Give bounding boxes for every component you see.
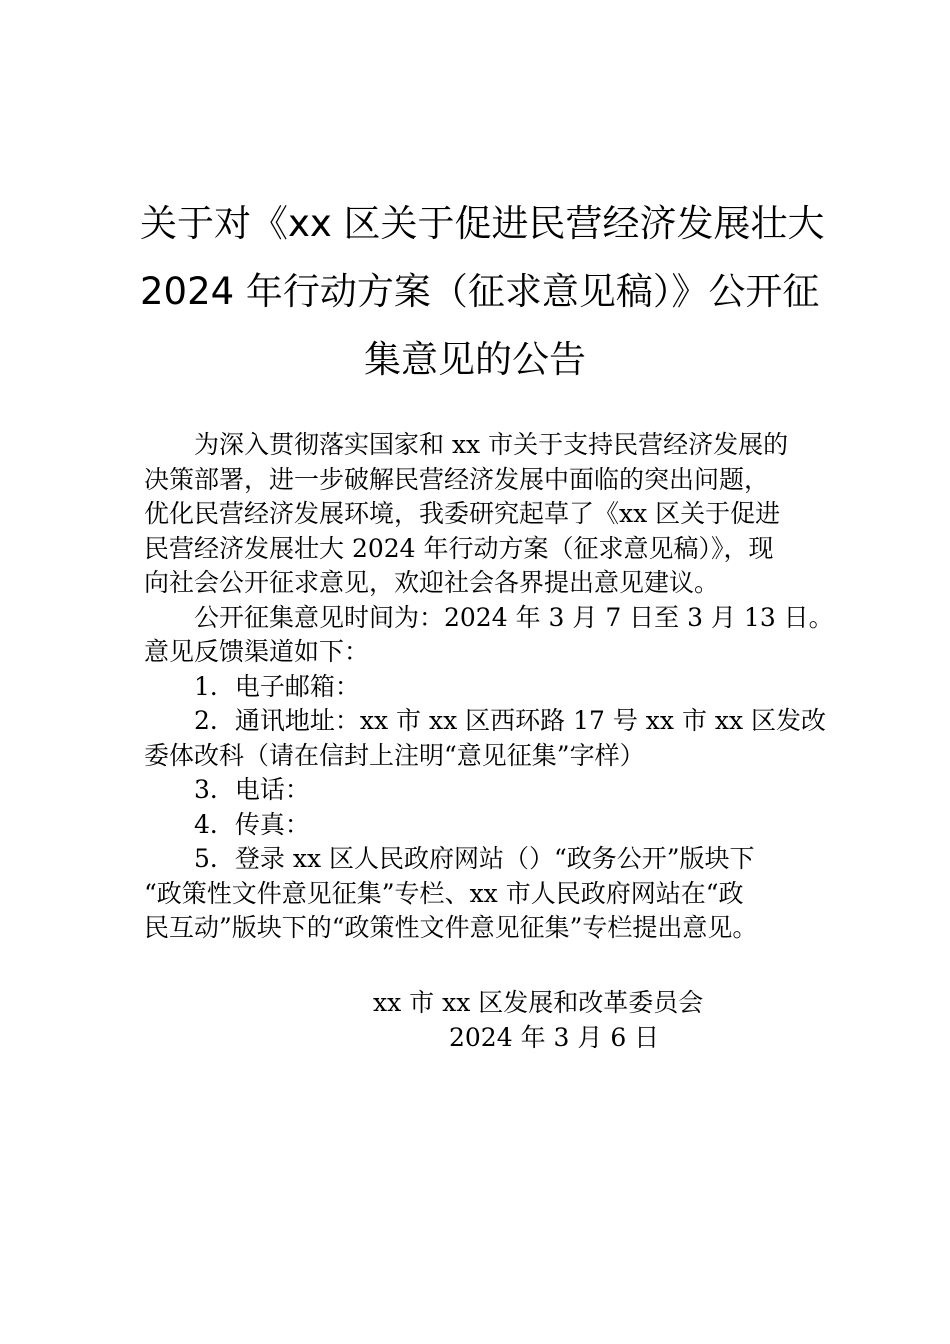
title-line: 关于对《xx 区关于促进民营经济发展壮大 — [140, 202, 825, 245]
text-line: 优化民营经济发展环境，我委研究起草了《xx 区关于促进 — [144, 499, 781, 528]
channel-item-address — [144, 704, 827, 773]
channel-item-email — [144, 670, 810, 705]
text-line: 委体改科（请在信封上注明“意见征集”字样） — [144, 740, 645, 770]
channel-item-website — [144, 842, 810, 946]
text-line: 民营经济发展壮大 2024 年行动方案（征求意见稿）》，现 — [144, 533, 774, 563]
text-line: 4．传真： — [194, 809, 310, 839]
text-line: 为深入贯彻落实国家和 xx 市关于支持民营经济发展的 — [194, 430, 789, 459]
text-line: 3．电话： — [194, 775, 310, 804]
text-line: 民互动”版块下的“政策性文件意见征集”专栏提出意见。 — [144, 913, 758, 942]
signature-organization: xx 市 xx 区发展和改革委员会 — [373, 988, 704, 1017]
document-body — [144, 428, 834, 946]
text-line: 1．电子邮箱： — [194, 671, 360, 701]
intro-paragraph — [144, 428, 810, 601]
text-line: 2．通讯地址：xx 市 xx 区西环路 17 号 xx 市 xx 区发改 — [194, 706, 827, 735]
title-line: 集意见的公告 — [364, 338, 586, 381]
period-paragraph — [144, 601, 834, 670]
text-line: 向社会公开征求意见，欢迎社会各界提出意见建议。 — [144, 568, 720, 597]
channel-item-fax — [144, 808, 810, 843]
signature-date: 2024 年 3 月 6 日 — [449, 1023, 660, 1052]
text-line: 5．登录 xx 区人民政府网站（）“政务公开”版块下 — [194, 844, 755, 873]
text-line: 决策部署，进一步破解民营经济发展中面临的突出问题， — [144, 464, 770, 494]
channel-item-phone — [144, 773, 810, 808]
text-line: 意见反馈渠道如下： — [144, 637, 370, 666]
title-line: 2024 年行动方案（征求意见稿）》公开征 — [140, 270, 820, 313]
text-line: 公开征集意见时间为：2024 年 3 月 7 日至 3 月 13 日。 — [194, 602, 834, 632]
document-title — [140, 190, 825, 394]
text-line: “政策性文件意见征集”专栏、xx 市人民政府网站在“政 — [144, 878, 744, 908]
